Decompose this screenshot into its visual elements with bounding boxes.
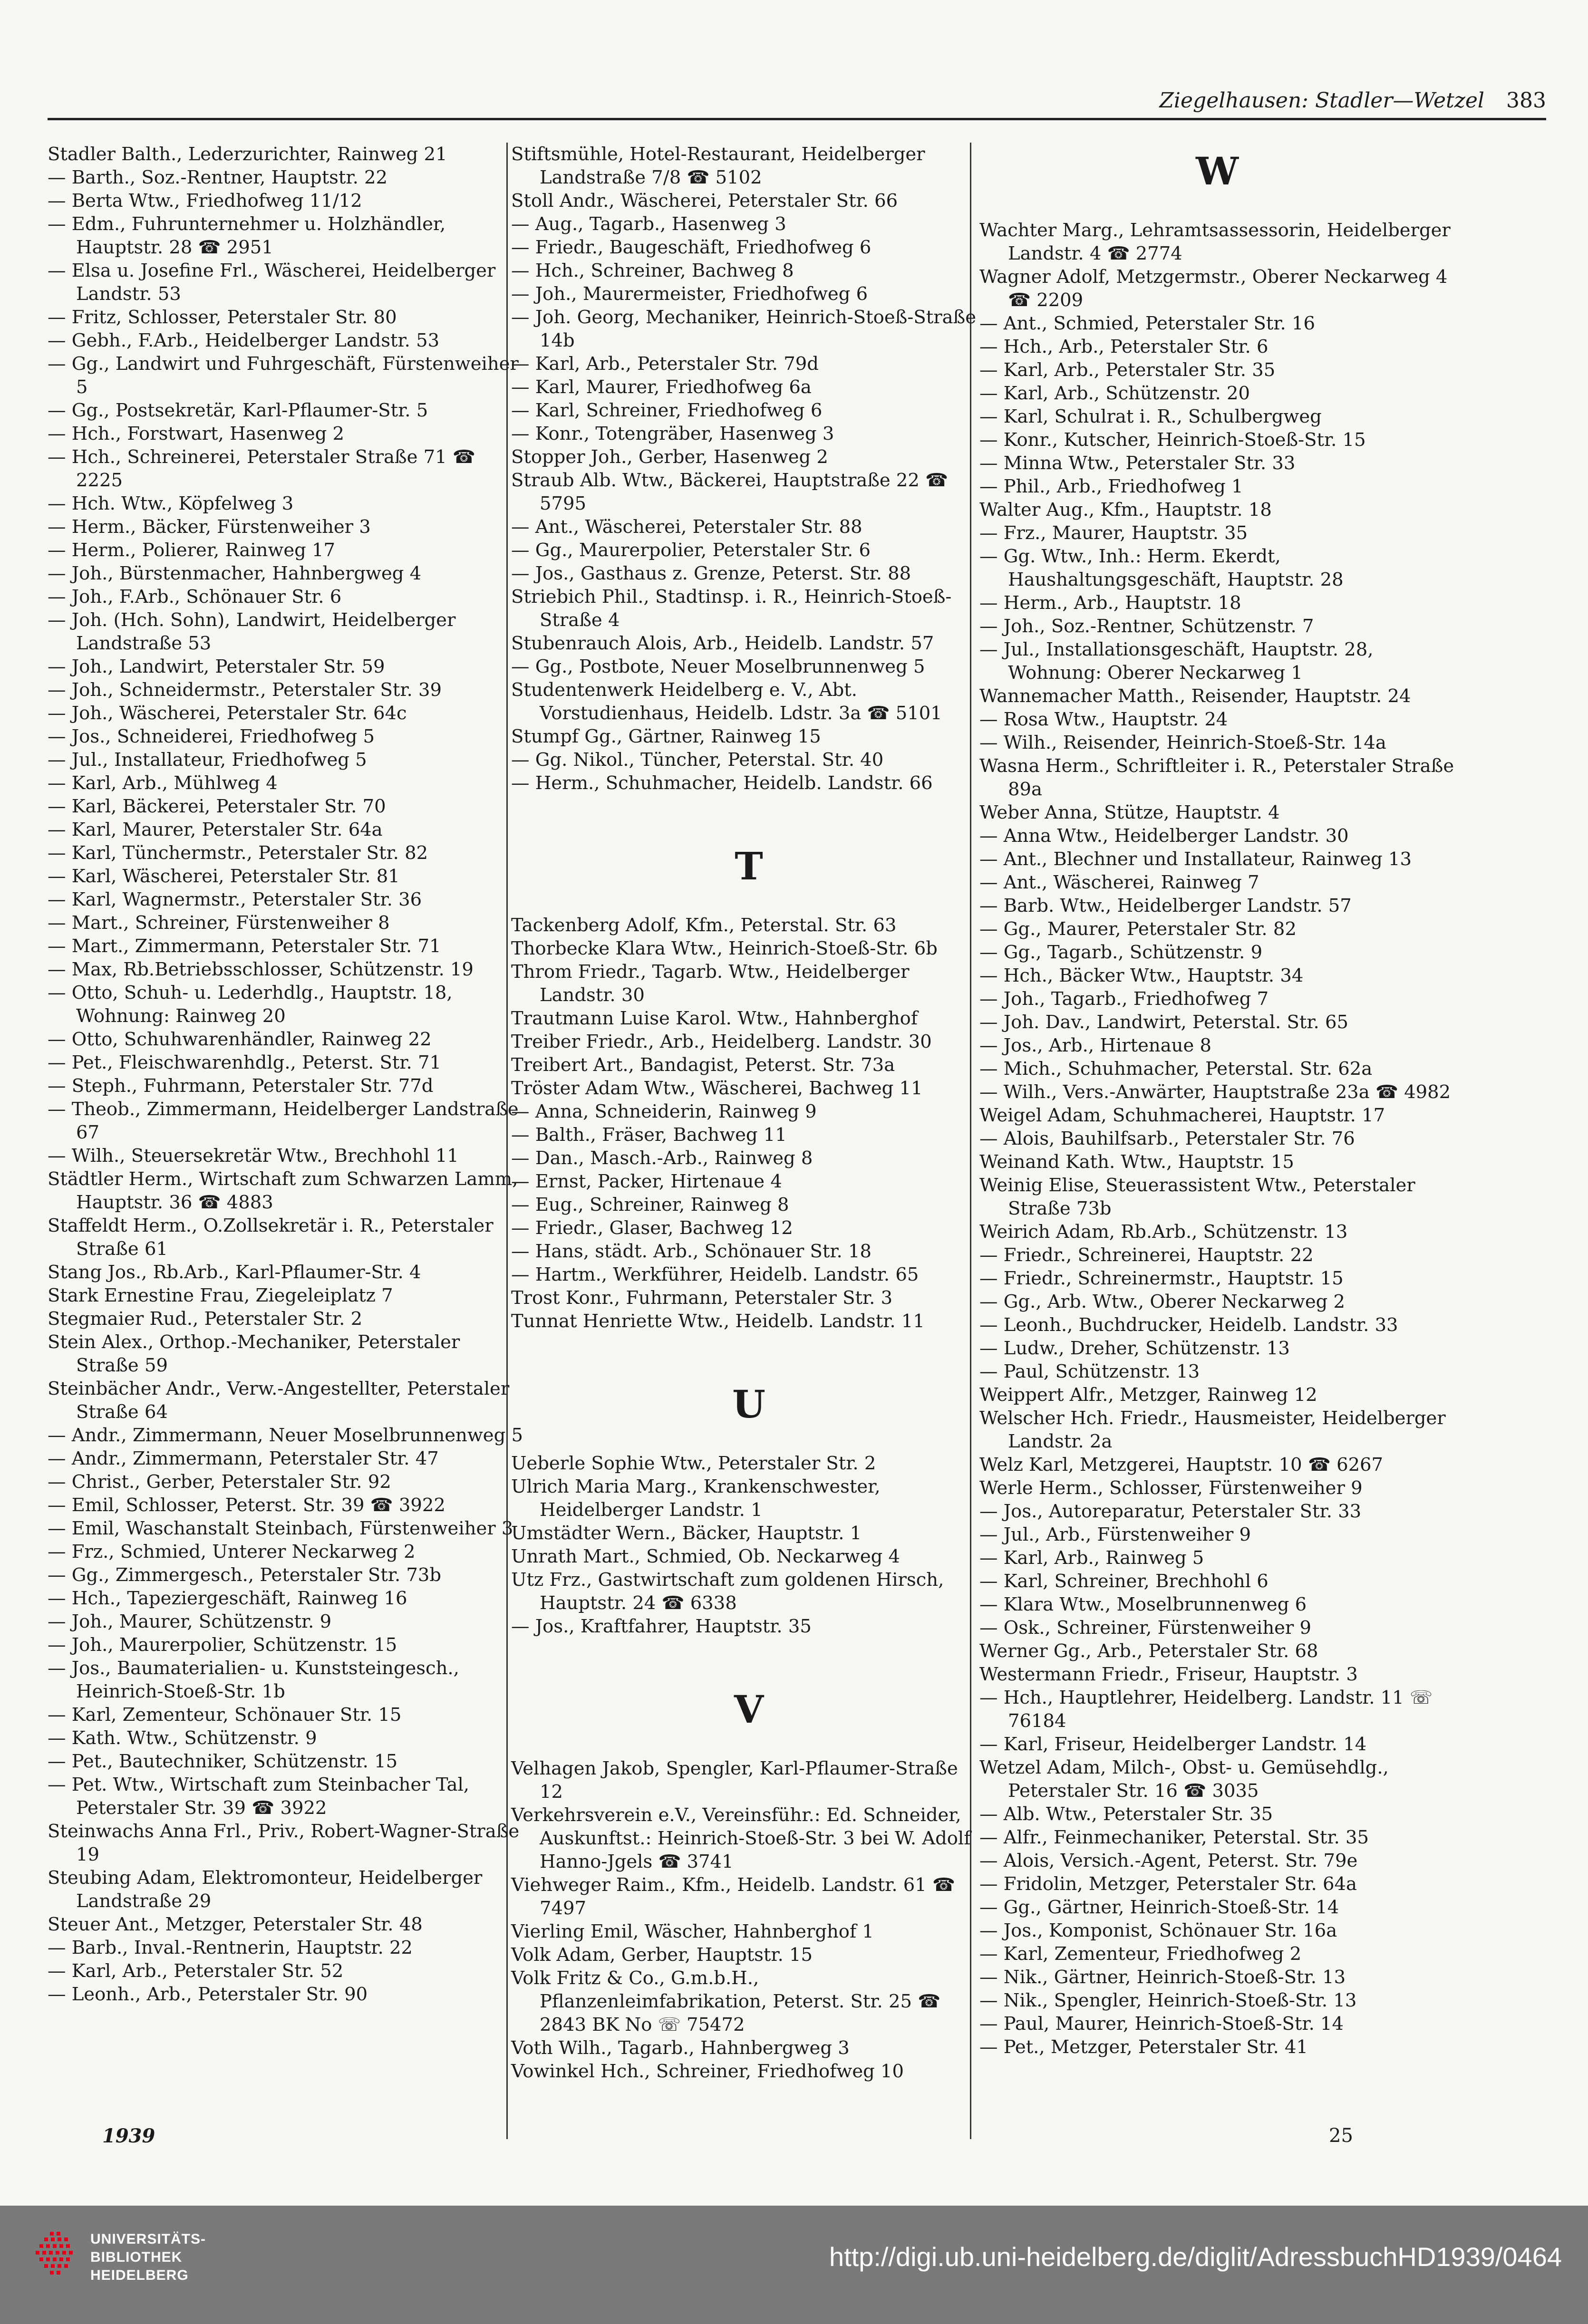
directory-entry: — Gg. Nikol., Tüncher, Peterstal. Str. 40 <box>511 749 884 771</box>
directory-entry: — Jos., Arb., Hirtenaue 8 <box>979 1035 1211 1056</box>
directory-entry: Umstädter Wern., Bäcker, Hauptstr. 1 <box>511 1523 862 1544</box>
directory-entry: — Karl, Arb., Peterstaler Str. 52 <box>48 1960 344 1982</box>
directory-entry: Welscher Hch. Friedr., Hausmeister, Heidelberger Landstr. 2a <box>979 1408 1446 1452</box>
directory-entry: — Joh. Georg, Mechaniker, Heinrich-Stoeß-Straße 14b <box>511 307 977 351</box>
directory-entry: — Joh. (Hch. Sohn), Landwirt, Heidelberger Landstraße 53 <box>48 609 456 654</box>
library-logo-icon <box>36 2232 78 2275</box>
directory-entry: — Herm., Bäcker, Fürstenweiher 3 <box>48 516 371 538</box>
directory-entry: — Friedr., Schreinerei, Hauptstr. 22 <box>979 1244 1314 1266</box>
directory-entry: — Herm., Polierer, Rainweg 17 <box>48 540 336 561</box>
directory-entry: Werner Gg., Arb., Peterstaler Str. 68 <box>979 1640 1318 1662</box>
directory-entry: Striebich Phil., Stadtinsp. i. R., Heinrich-Stoeß-Straße 4 <box>511 586 952 631</box>
directory-entry: — Herm., Arb., Hauptstr. 18 <box>979 592 1241 614</box>
directory-entry: — Anna Wtw., Heidelberger Landstr. 30 <box>979 825 1349 847</box>
directory-entry: — Rosa Wtw., Hauptstr. 24 <box>979 709 1228 730</box>
page-title: Ziegelhausen: Stadler—Wetzel <box>1159 88 1484 113</box>
directory-entry: — Phil., Arb., Friedhofweg 1 <box>979 476 1243 497</box>
directory-entry: Tackenberg Adolf, Kfm., Peterstal. Str. 63 <box>511 915 897 936</box>
section-v-entries <box>511 1757 987 2083</box>
directory-entry: — Otto, Schuh- u. Lederhdlg., Hauptstr. 18, Wohnung: Rainweg 20 <box>48 982 453 1027</box>
sheet-number: 25 <box>1329 2125 1353 2147</box>
directory-entry: — Karl, Zementeur, Schönauer Str. 15 <box>48 1704 402 1726</box>
directory-entry: Weigel Adam, Schuhmacherei, Hauptstr. 17 <box>979 1105 1385 1126</box>
directory-entry: — Alois, Versich.-Agent, Peterst. Str. 79e <box>979 1850 1358 1871</box>
directory-entry: — Jos., Gasthaus z. Grenze, Peterst. Str. 88 <box>511 563 911 584</box>
column-3 <box>979 143 1455 2059</box>
directory-entry: — Emil, Waschanstalt Steinbach, Fürstenweiher 3 <box>48 1518 513 1539</box>
directory-entry: — Jul., Arb., Fürstenweiher 9 <box>979 1524 1251 1545</box>
directory-entry: — Edm., Fuhrunternehmer u. Holzhändler, Hauptstr. 28 ☎ 2951 <box>48 213 446 258</box>
directory-entry: — Joh. Dav., Landwirt, Peterstal. Str. 65 <box>979 1012 1348 1033</box>
directory-entry: Stadler Balth., Lederzurichter, Rainweg 21 <box>48 144 447 165</box>
directory-entry: — Herm., Schuhmacher, Heidelb. Landstr. 66 <box>511 772 933 794</box>
directory-entry: — Gg., Tagarb., Schützenstr. 9 <box>979 942 1263 963</box>
section-t-entries <box>511 914 987 1333</box>
directory-entry: — Karl, Schreiner, Brechhohl 6 <box>979 1571 1268 1592</box>
directory-entry: Stegmaier Rud., Peterstaler Str. 2 <box>48 1308 363 1330</box>
column-2-entries <box>511 143 987 795</box>
directory-entry: Stopper Joh., Gerber, Hasenweg 2 <box>511 446 828 468</box>
directory-entry: Staffeldt Herm., O.Zollsekretär i. R., Peterstaler Straße 61 <box>48 1215 494 1260</box>
directory-entry: Wannemacher Matth., Reisender, Hauptstr. 24 <box>979 685 1411 707</box>
library-name-line: BIBLIOTHEK <box>90 2249 183 2265</box>
library-name <box>90 2230 206 2285</box>
directory-entry: — Hch., Arb., Peterstaler Str. 6 <box>979 336 1268 357</box>
directory-entry: — Karl, Tünchermstr., Peterstaler Str. 82 <box>48 842 428 864</box>
directory-entry: — Karl, Arb., Schützenstr. 20 <box>979 383 1250 404</box>
section-letter-w: W <box>1196 149 1239 193</box>
directory-entry: — Theob., Zimmermann, Heidelberger Landstraße 67 <box>48 1099 519 1143</box>
directory-entry: Studentenwerk Heidelberg e. V., Abt. Vorstudienhaus, Heidelb. Ldstr. 3a ☎ 5101 <box>511 679 942 724</box>
directory-entry: Tunnat Henriette Wtw., Heidelb. Landstr. 11 <box>511 1311 925 1332</box>
directory-entry: — Barb. Wtw., Heidelberger Landstr. 57 <box>979 895 1352 916</box>
directory-entry: Thorbecke Klara Wtw., Heinrich-Stoeß-Str. 6b <box>511 938 938 959</box>
directory-entry: — Karl, Friseur, Heidelberger Landstr. 14 <box>979 1734 1367 1755</box>
directory-entry: Stumpf Gg., Gärtner, Rainweg 15 <box>511 726 821 747</box>
directory-entry: — Nik., Spengler, Heinrich-Stoeß-Str. 13 <box>979 1990 1357 2011</box>
directory-entry: — Karl, Wagnermstr., Peterstaler Str. 36 <box>48 889 422 910</box>
page-header <box>48 85 1546 120</box>
section-letter-v: V <box>734 1687 764 1732</box>
directory-entry: — Gg., Zimmergesch., Peterstaler Str. 73b <box>48 1564 442 1586</box>
directory-entry: Stubenrauch Alois, Arb., Heidelb. Landstr. 57 <box>511 633 934 654</box>
directory-entry: — Joh., Tagarb., Friedhofweg 7 <box>979 988 1269 1010</box>
directory-entry: — Frz., Schmied, Unterer Neckarweg 2 <box>48 1541 416 1562</box>
directory-entry: — Paul, Schützenstr. 13 <box>979 1361 1200 1382</box>
directory-entry: Welz Karl, Metzgerei, Hauptstr. 10 ☎ 6267 <box>979 1454 1384 1475</box>
library-footer-bar <box>0 2206 1588 2324</box>
directory-entry: — Ludw., Dreher, Schützenstr. 13 <box>979 1338 1290 1359</box>
directory-entry: Utz Frz., Gastwirtschaft zum goldenen Hirsch, Hauptstr. 24 ☎ 6338 <box>511 1569 944 1614</box>
directory-entry: Trost Konr., Fuhrmann, Peterstaler Str. 3 <box>511 1287 893 1309</box>
directory-entry: — Hch., Bäcker Wtw., Hauptstr. 34 <box>979 965 1304 986</box>
directory-entry: — Alb. Wtw., Peterstaler Str. 35 <box>979 1803 1273 1825</box>
directory-entry: Verkehrsverein e.V., Vereinsführ.: Ed. Schneider, Auskunftst.: Heinrich-Stoeß-Str. 3 bei W. Adolf Hanno-Jgels ☎ 3741 <box>511 1804 971 1872</box>
directory-entry: Wachter Marg., Lehramtsassessorin, Heidelberger Landstr. 4 ☎ 2774 <box>979 220 1451 264</box>
directory-entry: — Hch., Schreinerei, Peterstaler Straße 71 ☎ 2225 <box>48 446 475 491</box>
directory-entry: Stang Jos., Rb.Arb., Karl-Pflaumer-Str. 4 <box>48 1262 421 1283</box>
directory-entry: — Jul., Installationsgeschäft, Hauptstr. 28, Wohnung: Oberer Neckarweg 1 <box>979 639 1374 684</box>
directory-entry: — Emil, Schlosser, Peterst. Str. 39 ☎ 3922 <box>48 1495 445 1516</box>
directory-entry: Stiftsmühle, Hotel-Restaurant, Heidelberger Landstraße 7/8 ☎ 5102 <box>511 144 925 188</box>
directory-entry: — Ant., Wäscherei, Rainweg 7 <box>979 872 1259 893</box>
column-2 <box>511 143 987 2083</box>
directory-entry: Weinand Kath. Wtw., Hauptstr. 15 <box>979 1151 1294 1173</box>
directory-entry: — Hch., Schreiner, Bachweg 8 <box>511 260 794 281</box>
directory-entry: — Joh., Maurerpolier, Schützenstr. 15 <box>48 1634 397 1656</box>
directory-entry: Städtler Herm., Wirtschaft zum Schwarzen Lamm, Hauptstr. 36 ☎ 4883 <box>48 1168 518 1213</box>
directory-entry: — Steph., Fuhrmann, Peterstaler Str. 77d <box>48 1075 434 1097</box>
directory-entry: — Gg., Arb. Wtw., Oberer Neckarweg 2 <box>979 1291 1345 1312</box>
directory-entry: — Pet., Bautechniker, Schützenstr. 15 <box>48 1751 398 1772</box>
directory-entry: — Kath. Wtw., Schützenstr. 9 <box>48 1727 317 1749</box>
directory-entry: — Karl, Arb., Peterstaler Str. 79d <box>511 353 819 375</box>
column-3-entries <box>979 219 1455 2059</box>
directory-entry: — Karl, Zementeur, Friedhofweg 2 <box>979 1943 1302 1965</box>
directory-entry: Vierling Emil, Wäscher, Hahnberghof 1 <box>511 1921 874 1942</box>
directory-entry: — Leonh., Arb., Peterstaler Str. 90 <box>48 1984 368 2005</box>
directory-entry: — Jos., Autoreparatur, Peterstaler Str. 33 <box>979 1501 1362 1522</box>
directory-entry: — Gg. Wtw., Inh.: Herm. Ekerdt, Haushaltungsgeschäft, Hauptstr. 28 <box>979 546 1344 590</box>
directory-entry: — Anna, Schneiderin, Rainweg 9 <box>511 1101 817 1122</box>
page-number: 383 <box>1506 88 1546 113</box>
directory-entry: Walter Aug., Kfm., Hauptstr. 18 <box>979 499 1272 521</box>
directory-entry: Stoll Andr., Wäscherei, Peterstaler Str. 66 <box>511 190 898 212</box>
directory-entry: — Elsa u. Josefine Frl., Wäscherei, Heidelberger Landstr. 53 <box>48 260 496 305</box>
directory-entry: — Karl, Maurer, Friedhofweg 6a <box>511 376 812 398</box>
directory-entry: Treibert Art., Bandagist, Peterst. Str. 73a <box>511 1054 895 1076</box>
directory-entry: — Andr., Zimmermann, Neuer Moselbrunnenweg 5 <box>48 1425 523 1446</box>
directory-entry: — Joh., Landwirt, Peterstaler Str. 59 <box>48 656 385 677</box>
directory-entry: Westermann Friedr., Friseur, Hauptstr. 3 <box>979 1664 1358 1685</box>
library-name-line: UNIVERSITÄTS- <box>90 2231 206 2247</box>
directory-entry: Ulrich Maria Marg., Krankenschwester, Heidelberger Landstr. 1 <box>511 1476 881 1521</box>
directory-entry: Wasna Herm., Schriftleiter i. R., Peterstaler Straße 89a <box>979 755 1454 800</box>
directory-entry: — Fridolin, Metzger, Peterstaler Str. 64a <box>979 1873 1357 1895</box>
directory-entry: — Osk., Schreiner, Fürstenweiher 9 <box>979 1617 1312 1639</box>
directory-entry: Tröster Adam Wtw., Wäscherei, Bachweg 11 <box>511 1078 923 1099</box>
directory-entry: — Wilh., Reisender, Heinrich-Stoeß-Str. 14a <box>979 732 1386 753</box>
source-url[interactable]: http://digi.ub.uni-heidelberg.de/diglit/AdressbuchHD1939/0464 <box>829 2242 1562 2272</box>
section-letter-u: U <box>732 1382 765 1427</box>
directory-entry: — Karl, Schulrat i. R., Schulbergweg <box>979 406 1322 427</box>
directory-entry: — Mart., Schreiner, Fürstenweiher 8 <box>48 912 390 934</box>
directory-entry: Wagner Adolf, Metzgermstr., Oberer Neckarweg 4 ☎ 2209 <box>979 266 1448 311</box>
directory-entry: — Balth., Fräser, Bachweg 11 <box>511 1124 787 1146</box>
directory-entry: — Joh., Schneidermstr., Peterstaler Str. 39 <box>48 679 442 701</box>
directory-entry: — Karl, Arb., Peterstaler Str. 35 <box>979 359 1276 381</box>
directory-entry: — Joh., Wäscherei, Peterstaler Str. 64c <box>48 703 407 724</box>
directory-entry: — Wilh., Vers.-Anwärter, Hauptstraße 23a ☎ 4982 <box>979 1081 1451 1103</box>
directory-entry: — Alfr., Feinmechaniker, Peterstal. Str. 35 <box>979 1827 1369 1848</box>
directory-entry: Unrath Mart., Schmied, Ob. Neckarweg 4 <box>511 1546 901 1567</box>
directory-entry: — Joh., F.Arb., Schönauer Str. 6 <box>48 586 342 608</box>
directory-entry: — Jos., Baumaterialien- u. Kunststeingesch., Heinrich-Stoeß-Str. 1b <box>48 1658 459 1702</box>
directory-entry: — Wilh., Steuersekretär Wtw., Brechhohl 11 <box>48 1145 459 1167</box>
directory-entry: — Ernst, Packer, Hirtenaue 4 <box>511 1171 782 1192</box>
directory-entry: — Karl, Arb., Mühlweg 4 <box>48 772 278 794</box>
directory-entry: — Ant., Schmied, Peterstaler Str. 16 <box>979 313 1316 334</box>
directory-entry: Werle Herm., Schlosser, Fürstenweiher 9 <box>979 1477 1363 1499</box>
directory-entry: — Max, Rb.Betriebsschlosser, Schützenstr. 19 <box>48 959 474 980</box>
directory-entry: — Hch. Wtw., Köpfelweg 3 <box>48 493 294 514</box>
section-letter-t: T <box>735 844 763 888</box>
directory-entry: — Nik., Gärtner, Heinrich-Stoeß-Str. 13 <box>979 1967 1346 1988</box>
directory-entry: — Eug., Schreiner, Rainweg 8 <box>511 1194 789 1215</box>
directory-entry: — Leonh., Buchdrucker, Heidelb. Landstr. 33 <box>979 1314 1398 1336</box>
directory-entry: — Hans, städt. Arb., Schönauer Str. 18 <box>511 1241 872 1262</box>
directory-entry: Weirich Adam, Rb.Arb., Schützenstr. 13 <box>979 1221 1348 1243</box>
directory-entry: — Karl, Maurer, Peterstaler Str. 64a <box>48 819 383 840</box>
directory-entry: — Karl, Arb., Rainweg 5 <box>979 1547 1204 1569</box>
directory-entry: — Gg., Postbote, Neuer Moselbrunnenweg 5 <box>511 656 925 677</box>
directory-entry: — Pet., Fleischwarenhdlg., Peterst. Str. 71 <box>48 1052 441 1073</box>
directory-entry: — Gg., Maurer, Peterstaler Str. 82 <box>979 918 1297 940</box>
directory-entry: Stark Ernestine Frau, Ziegeleiplatz 7 <box>48 1285 393 1306</box>
directory-entry: — Fritz, Schlosser, Peterstaler Str. 80 <box>48 307 397 328</box>
directory-entry: Wetzel Adam, Milch-, Obst- u. Gemüsehdlg., Peterstaler Str. 16 ☎ 3035 <box>979 1757 1389 1802</box>
directory-entry: — Klara Wtw., Moselbrunnenweg 6 <box>979 1594 1307 1615</box>
directory-entry: — Andr., Zimmermann, Peterstaler Str. 47 <box>48 1448 439 1469</box>
directory-entry: — Mart., Zimmermann, Peterstaler Str. 71 <box>48 935 441 957</box>
column-1 <box>48 143 523 2006</box>
directory-entry: — Gebh., F.Arb., Heidelberger Landstr. 53 <box>48 330 440 351</box>
directory-entry: — Dan., Masch.-Arb., Rainweg 8 <box>511 1148 813 1169</box>
directory-entry: — Paul, Maurer, Heinrich-Stoeß-Str. 14 <box>979 2013 1344 2035</box>
directory-entry: — Gg., Maurerpolier, Peterstaler Str. 6 <box>511 540 871 561</box>
directory-entry: Steuer Ant., Metzger, Peterstaler Str. 48 <box>48 1914 423 1935</box>
directory-entry: — Karl, Schreiner, Friedhofweg 6 <box>511 400 823 421</box>
directory-entry: — Hch., Forstwart, Hasenweg 2 <box>48 423 345 444</box>
directory-entry: — Jos., Komponist, Schönauer Str. 16a <box>979 1920 1337 1941</box>
directory-entry: Stein Alex., Orthop.-Mechaniker, Peterstaler Straße 59 <box>48 1331 460 1376</box>
directory-entry: — Gg., Postsekretär, Karl-Pflaumer-Str. 5 <box>48 400 428 421</box>
directory-entry: — Pet. Wtw., Wirtschaft zum Steinbacher Tal, Peterstaler Str. 39 ☎ 3922 <box>48 1774 470 1819</box>
library-name-line: HEIDELBERG <box>90 2267 189 2283</box>
directory-entry: — Christ., Gerber, Peterstaler Str. 92 <box>48 1471 391 1493</box>
directory-entry: — Aug., Tagarb., Hasenweg 3 <box>511 213 786 235</box>
directory-entry: — Joh., Maurermeister, Friedhofweg 6 <box>511 283 868 305</box>
directory-entry: — Frz., Maurer, Hauptstr. 35 <box>979 522 1248 544</box>
directory-entry: — Ant., Wäscherei, Peterstaler Str. 88 <box>511 516 862 538</box>
directory-entry: — Barth., Soz.-Rentner, Hauptstr. 22 <box>48 167 388 188</box>
directory-entry: Viehweger Raim., Kfm., Heidelb. Landstr. 61 ☎ 7497 <box>511 1874 955 1919</box>
directory-entry: — Konr., Kutscher, Heinrich-Stoeß-Str. 15 <box>979 429 1366 451</box>
directory-entry: Volk Adam, Gerber, Hauptstr. 15 <box>511 1944 813 1966</box>
directory-entry: Velhagen Jakob, Spengler, Karl-Pflaumer-Straße 12 <box>511 1758 958 1803</box>
directory-entry: — Berta Wtw., Friedhofweg 11/12 <box>48 190 362 212</box>
directory-entry: — Alois, Bauhilfsarb., Peterstaler Str. 76 <box>979 1128 1355 1149</box>
directory-entry: Voth Wilh., Tagarb., Hahnbergweg 3 <box>511 2037 850 2059</box>
directory-entry: Weippert Alfr., Metzger, Rainweg 12 <box>979 1384 1317 1406</box>
directory-entry: Weinig Elise, Steuerassistent Wtw., Peterstaler Straße 73b <box>979 1175 1415 1219</box>
directory-entry: Volk Fritz & Co., G.m.b.H., Pflanzenleimfabrikation, Peterst. Str. 25 ☎ 2843 BK No ☏ 75472 <box>511 1967 941 2035</box>
directory-entry: Vowinkel Hch., Schreiner, Friedhofweg 10 <box>511 2061 904 2082</box>
directory-entry: — Friedr., Schreinermstr., Hauptstr. 15 <box>979 1268 1344 1289</box>
directory-entry: — Gg., Landwirt und Fuhrgeschäft, Fürstenweiher 5 <box>48 353 519 398</box>
directory-entry: — Hch., Hauptlehrer, Heidelberg. Landstr. 11 ☏ 76184 <box>979 1687 1433 1732</box>
directory-entry: — Friedr., Glaser, Bachweg 12 <box>511 1217 793 1239</box>
directory-entry: — Otto, Schuhwarenhändler, Rainweg 22 <box>48 1029 432 1050</box>
directory-entry: Steinwachs Anna Frl., Priv., Robert-Wagner-Straße 19 <box>48 1821 520 1865</box>
directory-entry: Weber Anna, Stütze, Hauptstr. 4 <box>979 802 1280 823</box>
directory-entry: — Jos., Schneiderei, Friedhofweg 5 <box>48 726 375 747</box>
directory-entry: — Konr., Totengräber, Hasenweg 3 <box>511 423 834 444</box>
directory-entry: Trautmann Luise Karol. Wtw., Hahnberghof <box>511 1008 918 1029</box>
section-u-entries <box>511 1452 987 1638</box>
directory-entry: — Jos., Kraftfahrer, Hauptstr. 35 <box>511 1616 812 1637</box>
directory-entry: — Ant., Blechner und Installateur, Rainweg 13 <box>979 849 1412 870</box>
directory-entry: — Karl, Wäscherei, Peterstaler Str. 81 <box>48 866 400 887</box>
directory-entry: — Gg., Gärtner, Heinrich-Stoeß-Str. 14 <box>979 1897 1339 1918</box>
directory-entry: Steinbächer Andr., Verw.-Angestellter, Peterstaler Straße 64 <box>48 1378 510 1423</box>
directory-entry: Ueberle Sophie Wtw., Peterstaler Str. 2 <box>511 1453 876 1474</box>
directory-entry: — Karl, Bäckerei, Peterstaler Str. 70 <box>48 796 386 817</box>
directory-entry: — Joh., Soz.-Rentner, Schützenstr. 7 <box>979 616 1314 637</box>
print-year: 1939 <box>102 2125 155 2147</box>
directory-entry: — Barb., Inval.-Rentnerin, Hauptstr. 22 <box>48 1937 413 1958</box>
directory-entry: — Hch., Tapeziergeschäft, Rainweg 16 <box>48 1588 407 1609</box>
directory-entry: — Joh., Bürstenmacher, Hahnbergweg 4 <box>48 563 422 584</box>
directory-entry: Steubing Adam, Elektromonteur, Heidelberger Landstraße 29 <box>48 1867 483 1912</box>
directory-entry: Throm Friedr., Tagarb. Wtw., Heidelberger Landstr. 30 <box>511 961 910 1006</box>
directory-entry: — Jul., Installateur, Friedhofweg 5 <box>48 749 367 771</box>
directory-entry: — Pet., Metzger, Peterstaler Str. 41 <box>979 2036 1308 2058</box>
directory-entry: — Hartm., Werkführer, Heidelb. Landstr. 65 <box>511 1264 919 1285</box>
directory-entry: Straub Alb. Wtw., Bäckerei, Hauptstraße 22 ☎ 5795 <box>511 470 949 514</box>
directory-entry: — Minna Wtw., Peterstaler Str. 33 <box>979 453 1296 474</box>
directory-entry: — Joh., Maurer, Schützenstr. 9 <box>48 1611 332 1632</box>
directory-entry: — Friedr., Baugeschäft, Friedhofweg 6 <box>511 237 871 258</box>
directory-entry: Treiber Friedr., Arb., Heidelberg. Landstr. 30 <box>511 1031 932 1052</box>
directory-entry: — Mich., Schuhmacher, Peterstal. Str. 62a <box>979 1058 1373 1080</box>
